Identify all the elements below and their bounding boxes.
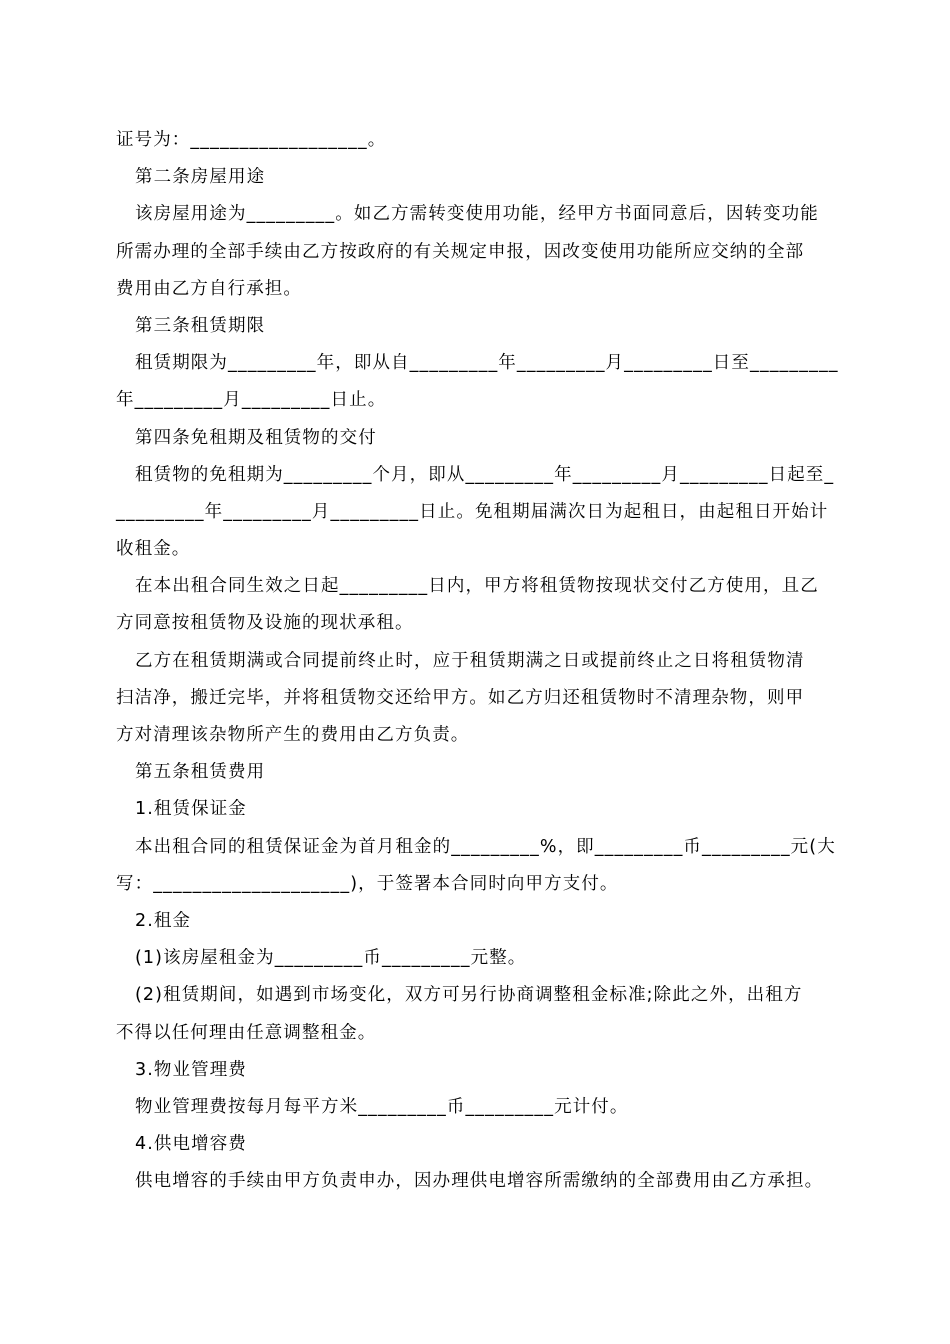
- text-line: 第四条免租期及租赁物的交付: [135, 427, 377, 448]
- text-line: 写：____________________)，于签署本合同时向甲方支付。: [116, 873, 619, 894]
- text-line: 证号为：__________________。: [116, 130, 387, 150]
- text-line: 年_________月_________日止。: [116, 390, 387, 411]
- text-line: 第五条租赁费用: [135, 762, 266, 783]
- text-line: 第二条房屋用途: [135, 167, 266, 188]
- text-line: 该房屋用途为_________。如乙方需转变使用功能，经甲方书面同意后，因转变功能: [135, 204, 819, 225]
- text-line: (2)租赁期间，如遇到市场变化，双方可另行协商调整租金标准;除此之外，出租方: [135, 985, 803, 1006]
- text-line: 所需办理的全部手续由乙方按政府的有关规定申报，因改变使用功能所应交纳的全部: [116, 241, 805, 262]
- text-line: 租赁物的免租期为_________个月，即从_________年_________月_________日起至_: [135, 464, 835, 485]
- text-line: (1)该房屋租金为_________币_________元整。: [135, 948, 527, 969]
- text-line: 方对清理该杂物所产生的费用由乙方负责。: [116, 725, 470, 745]
- text-line: 3.物业管理费: [135, 1059, 247, 1080]
- text-line: 物业管理费按每月每平方米_________币_________元计付。: [135, 1096, 629, 1117]
- text-line: 不得以任何理由任意调整租金。: [116, 1022, 377, 1043]
- text-line: 费用由乙方自行承担。: [116, 278, 302, 299]
- text-line: 本出租合同的租赁保证金为首月租金的_________%，即_________币_________元(大: [135, 836, 836, 857]
- text-line: 扫洁净，搬迁完毕，并将租赁物交还给甲方。如乙方归还租赁物时不清理杂物，则甲: [116, 687, 805, 708]
- text-line: 4.供电增容费: [135, 1134, 247, 1155]
- text-line: 在本出租合同生效之日起_________日内，甲方将租赁物按现状交付乙方使用，且乙: [135, 576, 819, 597]
- text-line: 方同意按租赁物及设施的现状承租。: [116, 613, 414, 634]
- text-line: _________年_________月_________日止。免租期届满次日为起租日，由起租日开始计: [116, 501, 829, 522]
- text-line: 第三条租赁期限: [135, 315, 266, 336]
- text-line: 收租金。: [116, 539, 191, 560]
- text-line: 供电增容的手续由甲方负责申办，因办理供电增容所需缴纳的全部费用由乙方承担。: [135, 1171, 824, 1192]
- text-line: 乙方在租赁期满或合同提前终止时，应于租赁期满之日或提前终止之日将租赁物清: [135, 650, 805, 671]
- text-line: 租赁期限为_________年，即从自_________年_________月_________日至_________: [135, 353, 839, 374]
- text-line: 1.租赁保证金: [135, 799, 247, 820]
- text-line: 2.租金: [135, 910, 192, 931]
